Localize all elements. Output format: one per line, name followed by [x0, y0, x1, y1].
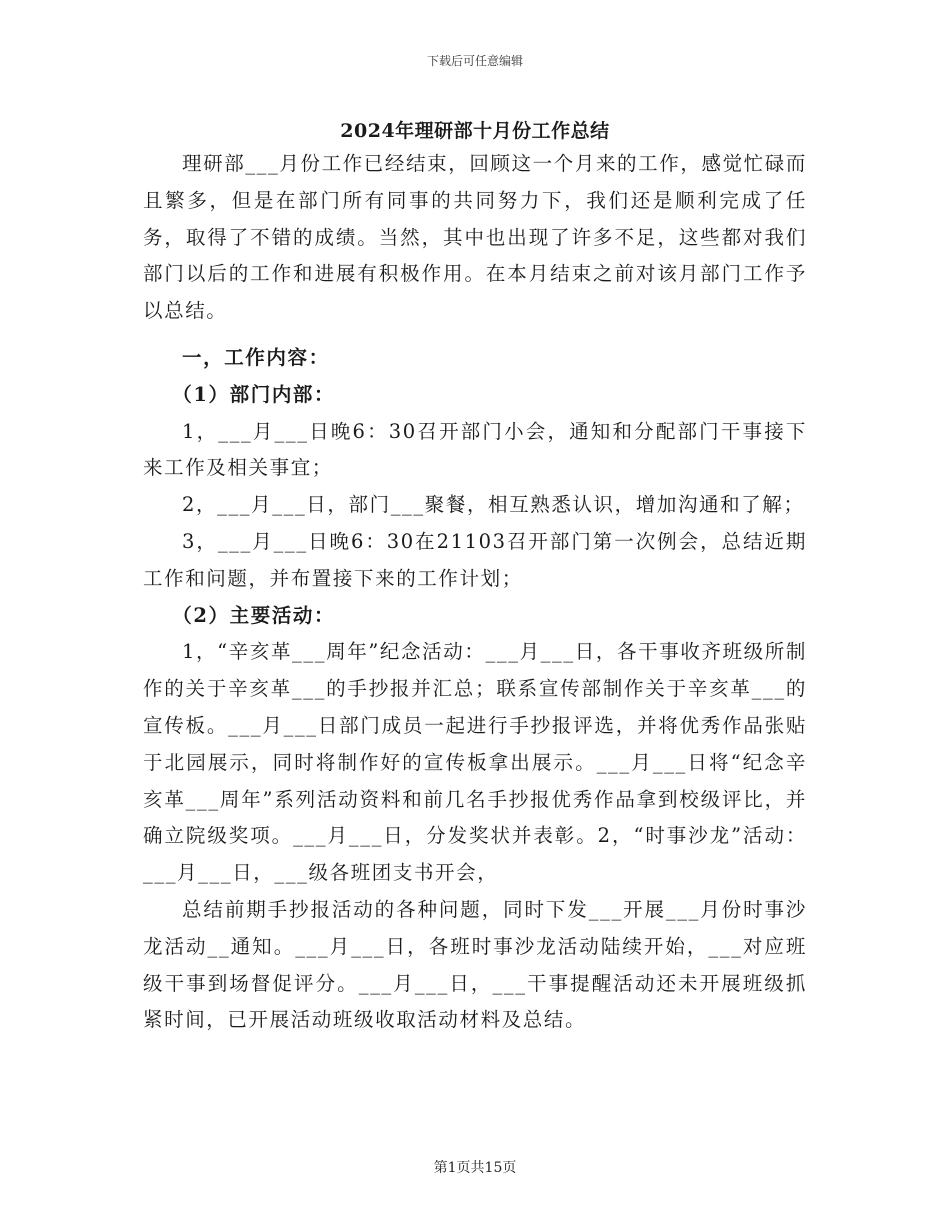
intro-paragraph: 理研部___月份工作已经结束，回顾这一个月来的工作，感觉忙碌而且繁多，但是在部门所有同事的共同努力下，我们还是顺利完成了任务，取得了不错的成绩。当然，其中也出现了许多不足，这些都对我们部门以后的工作和进展有积极作用。在本月结束之前对该月部门工作予以总结。 — [143, 152, 807, 323]
activity-paragraph-1: 1，“辛亥革___周年”纪念活动：___月___日，各干事收齐班级所制作的关于辛亥革___的手抄报并汇总；联系宣传部制作关于辛亥革___的宣传板。___月___日部门成员一起进行手抄报评选，并将优秀作品张贴于北园展示，同时将制作好的宣传板拿出展示。___月___日将“纪念辛亥革___周年”系列活动资料和前几名手抄报优秀作品拿到校级评比，并确立院级奖项。___月___日，分发奖状并表彰。2，“时事沙龙”活动：___月___日，___级各班团支书开会， — [143, 640, 807, 885]
sub-heading-department-internal: （1）部门内部： — [172, 382, 336, 406]
list-item-internal-1: 1，___月___日晚6：30召开部门小会，通知和分配部门干事接下来工作及相关事宜； — [143, 419, 807, 480]
activity-paragraph-2: 总结前期手抄报活动的各种问题，同时下发___开展___月份时事沙龙活动__通知。___月___日，各班时事沙龙活动陆续开始，___对应班级干事到场督促评分。___月___日，___干事提醒活动还未开展班级抓紧时间，已开展活动班级收取活动材料及总结。 — [143, 897, 807, 1032]
section-heading-work-content: 一，工作内容： — [182, 345, 330, 369]
list-item-internal-3: 3，___月___日晚6：30在21103召开部门第一次例会，总结近期工作和问题，并布置接下来的工作计划； — [143, 529, 807, 590]
list-item-internal-2: 2，___月___日，部门___聚餐，相互熟悉认识，增加沟通和了解； — [182, 493, 805, 517]
header-note: 下载后可任意编辑 — [426, 54, 523, 68]
page-number: 第1页共15页 — [433, 1160, 517, 1176]
document-body — [143, 146, 807, 1039]
document-title: 2024年理研部十月份工作总结 — [340, 120, 610, 142]
sub-heading-main-activities: （2）主要活动： — [172, 603, 336, 627]
